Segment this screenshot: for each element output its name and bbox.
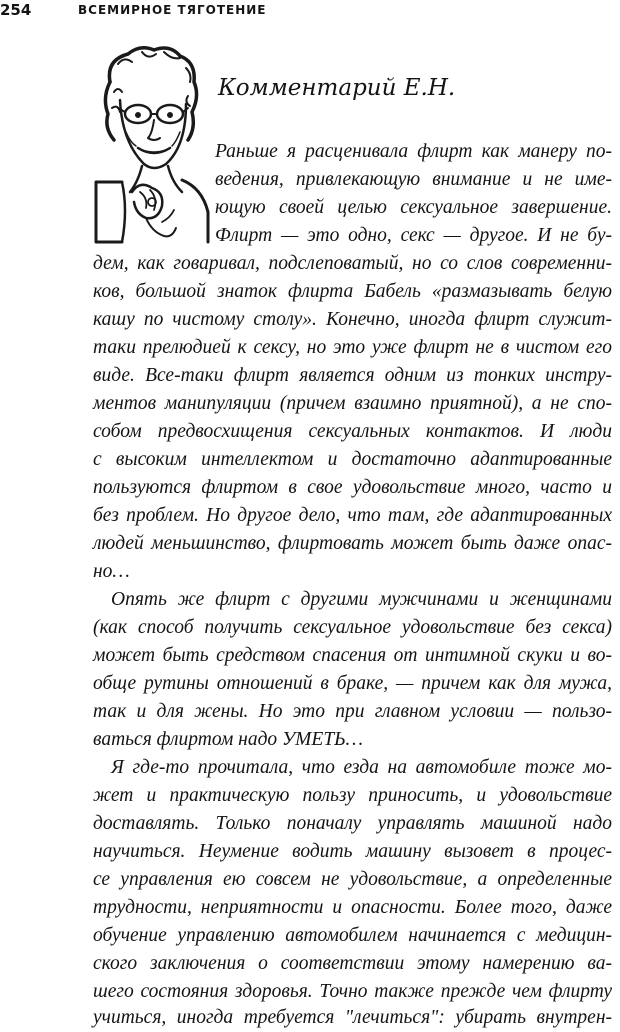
text-line: се управления ею совсем не удовольствие, а определенные <box>93 869 612 890</box>
text-line: Я где-то прочитала, что езда на автомобиле тоже мо- <box>111 757 612 778</box>
page-header <box>0 0 620 22</box>
comment-heading: Комментарий Е.Н. <box>218 75 456 101</box>
text-line: пользуются флиртом в свое удовольствие много, часто и <box>93 477 612 498</box>
text-line: так и для жены. Но это при главном условии — пользо- <box>93 701 612 722</box>
text-line: Опять же флирт с другими мужчинами и женщинами <box>111 589 612 610</box>
text-line: ведения, привлекающую внимание и не име- <box>215 169 612 190</box>
author-portrait <box>92 42 210 248</box>
text-line: собом предвосхищения сексуальных контактов. И люди <box>93 421 612 442</box>
text-line: кашу по чистому столу». Конечно, иногда флирт служит- <box>93 309 612 330</box>
text-line: шего состояния здоровья. Точно также прежде чем флирту <box>93 981 612 1002</box>
text-line: ментов манипуляции (причем взаимно приятной), а не спо- <box>93 393 612 414</box>
text-line: ков, большой знаток флирта Бабель «размазывать белую <box>93 281 612 302</box>
text-line: Флирт — это одно, секс — другое. И не бу- <box>215 225 612 246</box>
text-line: дем, как говаривал, подслеповатый, но со слов современни- <box>93 253 612 274</box>
text-line: учиться, иногда требуется "лечиться": убирать внутрен- <box>93 1007 612 1028</box>
text-line: ющую своей целью сексуальное завершение. <box>215 197 612 218</box>
text-line: жет и практическую пользу приносить, и удовольствие <box>93 785 612 806</box>
text-line: может быть средством спасения от интимной скуки и во- <box>93 645 612 666</box>
text-line: ваться флиртом надо УМЕТЬ… <box>93 729 364 750</box>
text-line: обучение управлению автомобилем начинается с медицин- <box>93 925 612 946</box>
text-line: ского заключения о соответствии этому намерению ва- <box>93 953 612 974</box>
text-line: научиться. Неумение водить машину вызовет в процес- <box>93 841 612 862</box>
text-line: с высоким интеллектом и достаточно адаптированные <box>93 449 612 470</box>
text-line: но… <box>93 561 130 582</box>
running-title: ВСЕМИРНОЕ ТЯГОТЕНИЕ <box>78 3 267 17</box>
text-line: доставлять. Только поначалу управлять машиной надо <box>93 813 612 834</box>
text-line: таки прелюдией к сексу, но это уже флирт не в чистом его <box>93 337 612 358</box>
page-number: 254 <box>0 1 32 19</box>
text-line: людей меньшинство, флиртовать может быть даже опас- <box>93 533 612 554</box>
text-line: без проблем. Но другое дело, что там, где адаптированных <box>93 505 612 526</box>
text-line: трудности, неприятности и опасности. Более того, даже <box>93 897 612 918</box>
text-line: Раньше я расценивала флирт как манеру по- <box>215 141 612 162</box>
text-line: (как способ получить сексуальное удовольствие без секса) <box>93 617 612 638</box>
text-line: обще рутины отношений в браке, — причем как для мужа, <box>93 673 612 694</box>
text-line: виде. Все-таки флирт является одним из тонких инстру- <box>93 365 612 386</box>
